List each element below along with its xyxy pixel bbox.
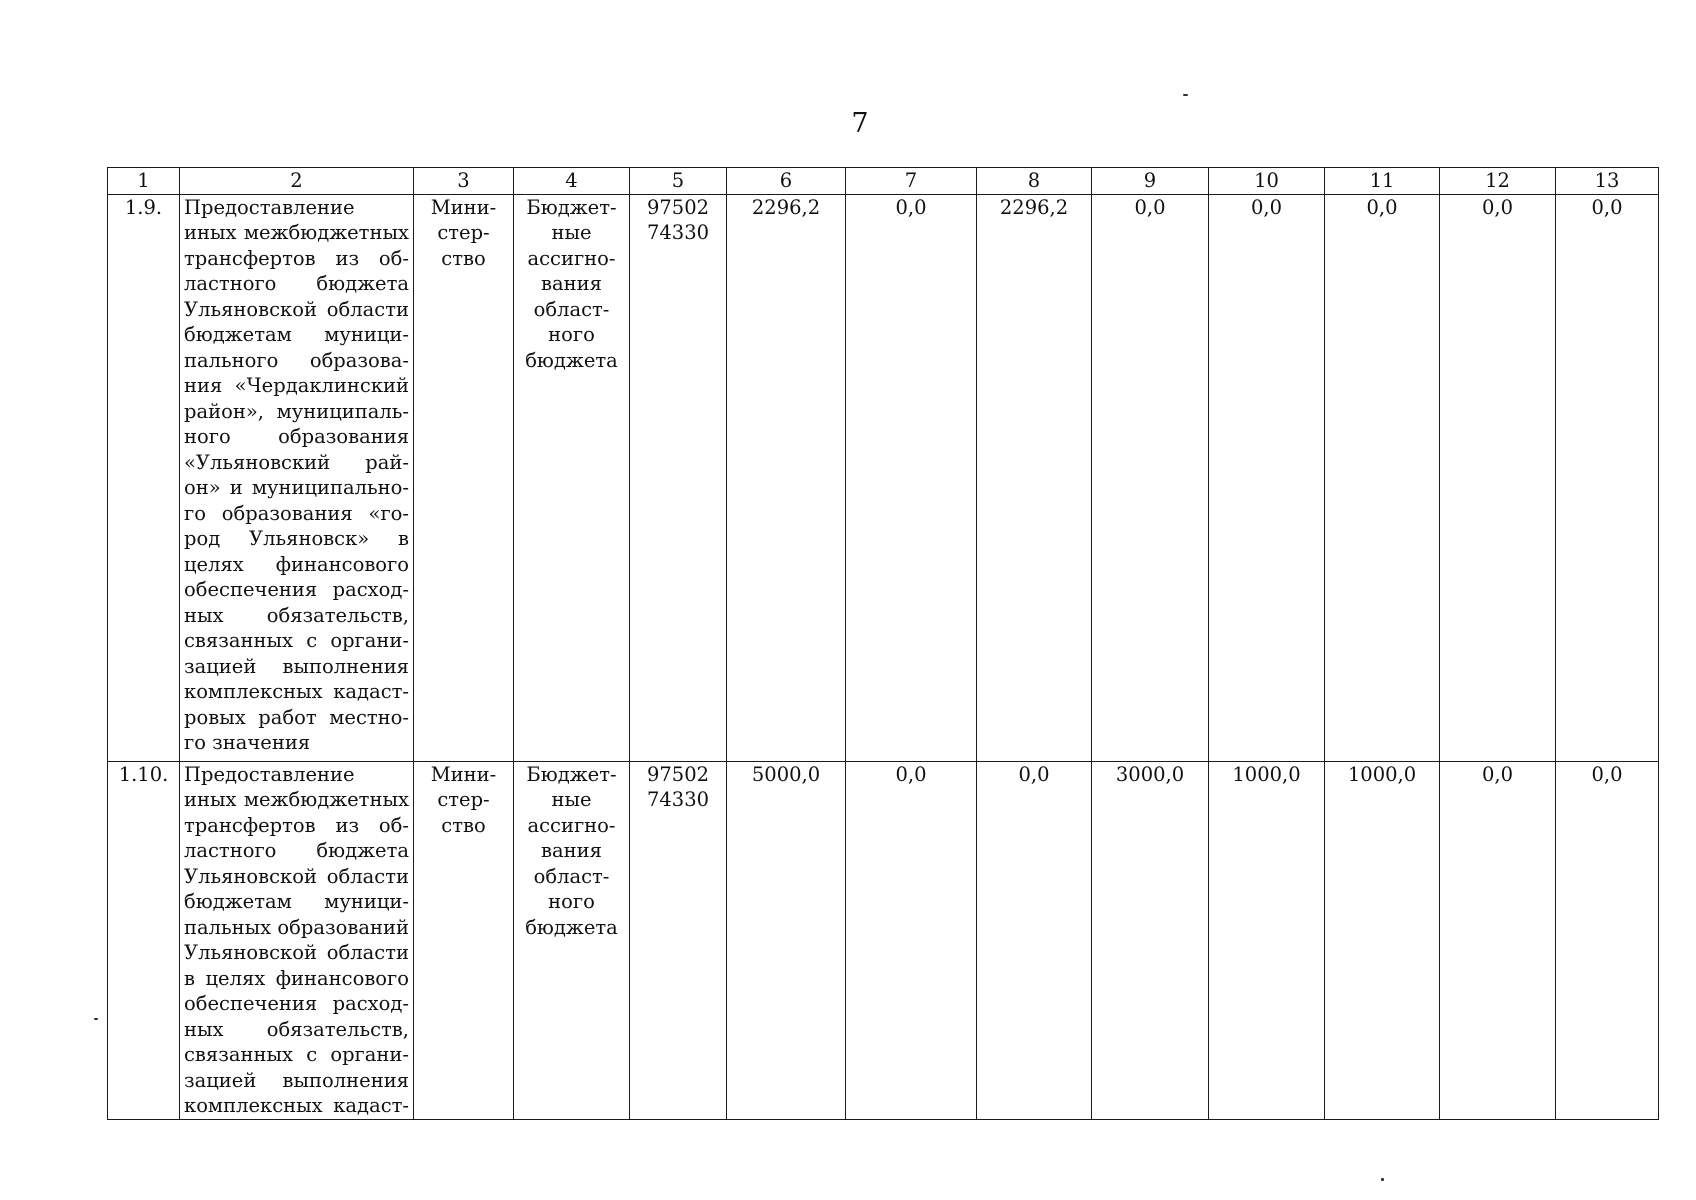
row-description	[180, 194, 414, 761]
header-col-9: 9	[1092, 168, 1209, 195]
description-line: ных обязательств,	[184, 603, 409, 627]
row-value-col-6: 5000,0	[727, 761, 846, 1119]
row-value-col-8: 2296,2	[977, 194, 1092, 761]
description-line: обеспечения расход-	[184, 992, 409, 1015]
description-line: связанных с органи-	[184, 629, 409, 652]
scan-speck	[1381, 1178, 1384, 1181]
row-code	[630, 761, 727, 1119]
description-line: комплексных кадаст-	[184, 680, 409, 703]
description-line: ровых работ местно-	[184, 705, 409, 729]
table-row	[108, 761, 1659, 1119]
executor-line: ство	[441, 813, 486, 837]
description-line: Ульяновской области	[184, 864, 409, 888]
description-line: иных межбюджетных	[184, 221, 409, 244]
row-description	[180, 761, 414, 1119]
description-line: Предоставление	[184, 762, 355, 786]
header-col-12: 12	[1440, 168, 1556, 195]
source-line: Бюджет-	[526, 762, 617, 786]
header-col-11: 11	[1325, 168, 1440, 195]
source-line: ассигно-	[527, 813, 616, 837]
description-line: бюджетам муници-	[184, 890, 409, 913]
source-line: ного	[548, 890, 595, 913]
header-row	[108, 168, 1659, 195]
header-col-6: 6	[727, 168, 846, 195]
header-col-13: 13	[1556, 168, 1659, 195]
description-line: «Ульяновский рай-	[184, 450, 409, 474]
executor-line: Мини-	[430, 762, 497, 786]
executor-line: ство	[441, 246, 486, 270]
header-col-1: 1	[108, 168, 180, 195]
code-line: 74330	[646, 788, 710, 811]
description-line: он» и муниципально-	[184, 476, 409, 499]
header-col-4: 4	[514, 168, 630, 195]
executor-line: Мини-	[430, 195, 497, 219]
row-value-col-7: 0,0	[846, 761, 977, 1119]
scan-speck	[94, 1018, 98, 1020]
source-line: област-	[533, 864, 610, 888]
row-value-col-10: 0,0	[1209, 194, 1325, 761]
row-value-col-9: 3000,0	[1092, 761, 1209, 1119]
description-line: Ульяновской области	[184, 941, 409, 964]
description-line: Ульяновской области	[184, 297, 409, 321]
source-line: вания	[541, 272, 602, 295]
row-value-col-10: 1000,0	[1209, 761, 1325, 1119]
description-line: Предоставление	[184, 195, 355, 219]
executor-line: стер-	[437, 221, 490, 244]
code-line: 97502	[646, 195, 710, 219]
code-line: 97502	[646, 762, 710, 786]
description-line: в целях финансового	[184, 966, 409, 990]
table-header	[108, 168, 1659, 195]
description-line: ластного бюджета	[184, 839, 409, 862]
row-value-col-13: 0,0	[1556, 761, 1659, 1119]
row-value-col-13: 0,0	[1556, 194, 1659, 761]
source-line: област-	[533, 297, 610, 321]
row-code	[630, 194, 727, 761]
header-col-2: 2	[180, 168, 414, 195]
description-line: район», муниципаль-	[184, 399, 409, 423]
description-line: обеспечения расход-	[184, 578, 409, 601]
row-executor	[414, 761, 514, 1119]
row-funding-source	[514, 761, 630, 1119]
code-line: 74330	[646, 221, 710, 244]
description-line: иных межбюджетных	[184, 788, 409, 811]
source-line: ассигно-	[527, 246, 616, 270]
row-value-col-8: 0,0	[977, 761, 1092, 1119]
description-line: ного образования	[184, 425, 409, 448]
description-line: пального образова-	[184, 348, 409, 372]
source-line: ные	[551, 221, 592, 244]
description-line: ластного бюджета	[184, 272, 409, 295]
row-number: 1.9.	[108, 194, 180, 761]
description-line: род Ульяновск» в	[184, 527, 409, 550]
description-line: зацией выполнения	[184, 654, 409, 678]
description-line: трансфертов из об-	[184, 246, 409, 270]
header-col-5: 5	[630, 168, 727, 195]
header-col-7: 7	[846, 168, 977, 195]
description-line: го значения	[184, 731, 311, 754]
row-value-col-9: 0,0	[1092, 194, 1209, 761]
row-value-col-12: 0,0	[1440, 761, 1556, 1119]
description-line: пальных образований	[184, 915, 409, 939]
row-value-col-7: 0,0	[846, 194, 977, 761]
header-col-8: 8	[977, 168, 1092, 195]
row-value-col-11: 1000,0	[1325, 761, 1440, 1119]
description-line: го образования «го-	[184, 501, 409, 525]
description-line: комплексных кадаст-	[184, 1094, 409, 1117]
source-line: вания	[541, 839, 602, 862]
row-value-col-12: 0,0	[1440, 194, 1556, 761]
description-line: ния «Чердаклинский	[184, 374, 409, 397]
header-col-10: 10	[1209, 168, 1325, 195]
source-line: Бюджет-	[526, 195, 617, 219]
header-col-3: 3	[414, 168, 514, 195]
executor-line: стер-	[437, 788, 490, 811]
description-line: зацией выполнения	[184, 1068, 409, 1092]
row-executor	[414, 194, 514, 761]
source-line: ного	[548, 323, 595, 346]
table-row	[108, 194, 1659, 761]
description-line: целях финансового	[184, 552, 409, 576]
description-line: трансфертов из об-	[184, 813, 409, 837]
description-line: связанных с органи-	[184, 1043, 409, 1066]
source-line: ные	[551, 788, 592, 811]
source-line: бюджета	[525, 348, 618, 372]
row-number: 1.10.	[108, 761, 180, 1119]
row-value-col-6: 2296,2	[727, 194, 846, 761]
page-number: 7	[851, 108, 869, 139]
scan-speck	[1183, 94, 1188, 96]
description-line: бюджетам муници-	[184, 323, 409, 346]
source-line: бюджета	[525, 915, 618, 939]
description-line: ных обязательств,	[184, 1017, 409, 1041]
budget-table	[107, 167, 1659, 1120]
row-value-col-11: 0,0	[1325, 194, 1440, 761]
row-funding-source	[514, 194, 630, 761]
